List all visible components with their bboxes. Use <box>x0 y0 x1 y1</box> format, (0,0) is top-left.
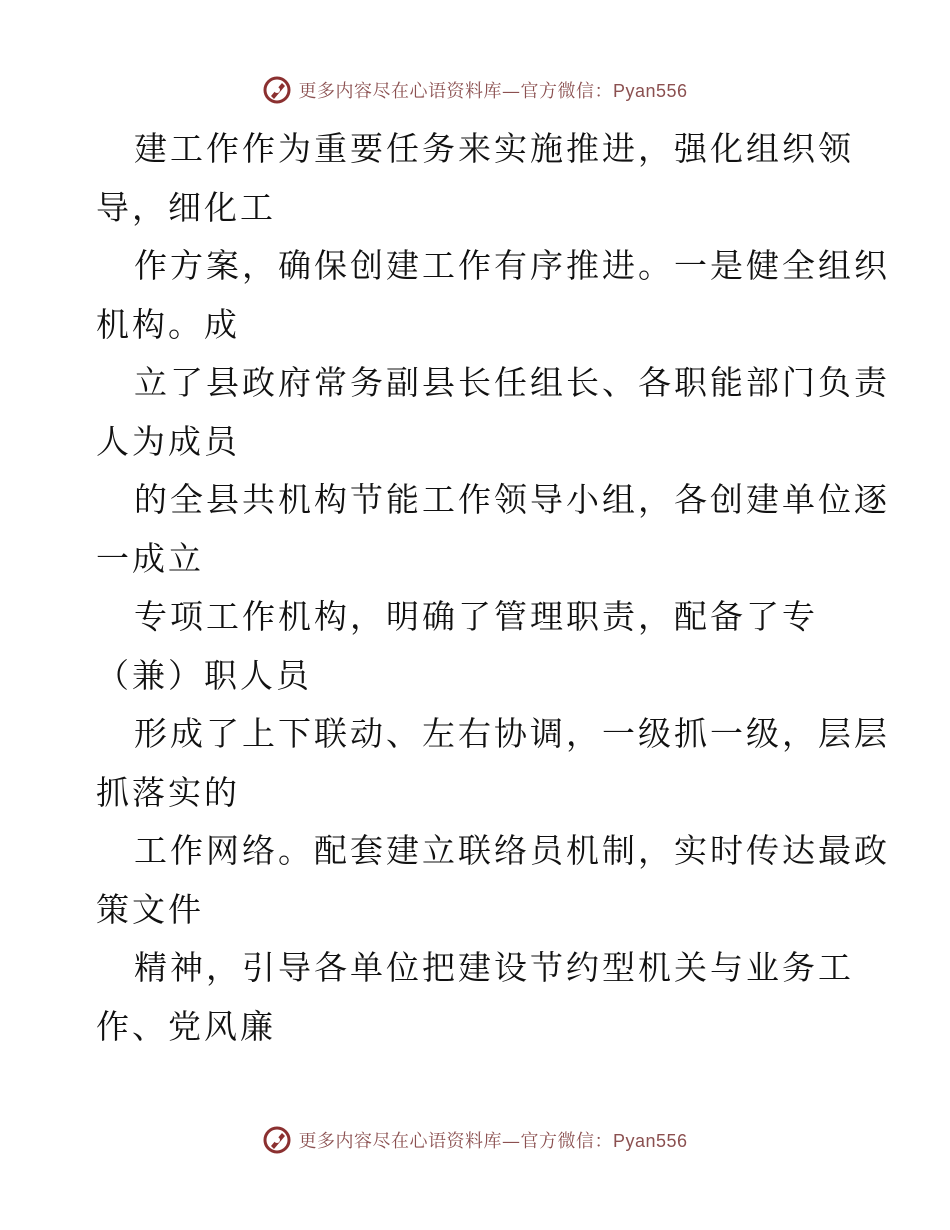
body-line: （兼）职人员 <box>96 655 312 695</box>
body-line: 一成立 <box>96 538 204 578</box>
document-body <box>96 120 890 1056</box>
footer-banner <box>0 1122 950 1158</box>
body-line: 工作网络。配套建立联络员机制，实时传达最政 <box>134 831 890 870</box>
header-wechat-id: Pyan556 <box>612 81 688 101</box>
body-line: 的全县共机构节能工作领导小组，各创建单位逐 <box>134 480 890 519</box>
body-line: 策文件 <box>96 889 204 929</box>
pen-circle-icon <box>262 75 292 105</box>
footer-wechat-id: Pyan556 <box>612 1131 688 1151</box>
body-line: 精神，引导各单位把建设节约型机关与业务工 <box>134 948 854 987</box>
body-line: 建工作作为重要任务来实施推进，强化组织领 <box>134 129 854 168</box>
body-line: 机构。成 <box>96 304 240 344</box>
pen-circle-icon <box>262 1125 292 1155</box>
footer-text: 更多内容尽在心语资料库—官方微信：Pyan556 <box>298 1131 688 1152</box>
body-line: 导，细化工 <box>96 187 276 227</box>
body-line: 人为成员 <box>96 421 240 461</box>
body-line: 形成了上下联动、左右协调，一级抓一级，层层 <box>134 714 890 753</box>
body-line: 作方案，确保创建工作有序推进。一是健全组织 <box>134 246 890 285</box>
body-line: 专项工作机构，明确了管理职责，配备了专 <box>134 597 818 636</box>
header-text: 更多内容尽在心语资料库—官方微信：Pyan556 <box>298 81 688 102</box>
body-line: 作、党风廉 <box>96 1006 276 1046</box>
body-line: 立了县政府常务副县长任组长、各职能部门负责 <box>134 363 890 402</box>
header-banner <box>0 72 950 108</box>
body-line: 抓落实的 <box>96 772 240 812</box>
